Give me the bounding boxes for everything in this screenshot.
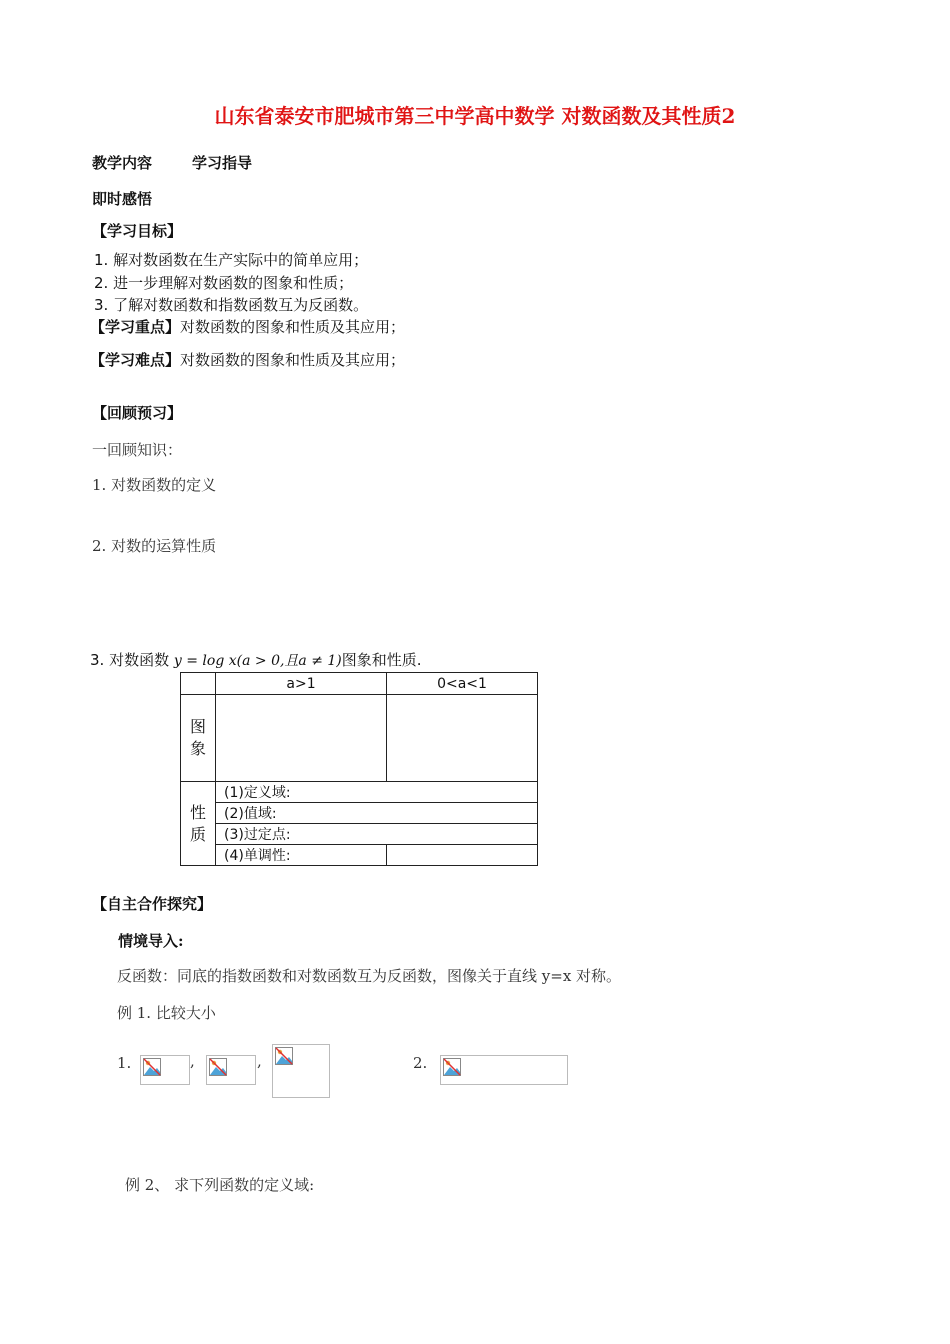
difficulty-label: 【学习难点】 xyxy=(90,351,181,369)
broken-image-icon xyxy=(143,1058,161,1076)
col-a-between-0-and-1: 0<a<1 xyxy=(387,673,538,695)
table-prop-row xyxy=(181,803,538,824)
image-cell-a-gt-1 xyxy=(216,695,387,782)
goal-item-2: 2. 进一步理解对数函数的图象和性质； xyxy=(94,274,354,292)
prop-fixed-point: (3)过定点: xyxy=(216,824,538,845)
inverse-function-text: 反函数：同底的指数函数和对数函数互为反函数，图像关于直线 y=x 对称。 xyxy=(117,967,622,985)
prop-range: (2)值域: xyxy=(216,803,538,824)
review-item-3 xyxy=(90,649,422,670)
comma-separator: , xyxy=(257,1052,262,1070)
difficulty-text: 对数函数的图象和性质及其应用； xyxy=(180,351,406,369)
formula-image-placeholder-3 xyxy=(272,1044,330,1098)
broken-image-icon xyxy=(443,1058,461,1076)
example-1-heading: 例 1. 比较大小 xyxy=(117,1004,216,1022)
document-title: 山东省泰安市肥城市第三中学高中数学 对数函数及其性质2 xyxy=(214,104,736,128)
log-formula: y = log x(a > 0,且a ≠ 1) xyxy=(173,653,342,669)
image-cell-a-lt-1 xyxy=(387,695,538,782)
formula-image-placeholder-1 xyxy=(140,1055,190,1085)
goals-heading: 【学习目标】 xyxy=(92,222,183,240)
key-point-text: 对数函数的图象和性质及其应用； xyxy=(180,318,406,336)
review-heading: 【回顾预习】 xyxy=(92,404,183,422)
log-function-property-table xyxy=(180,672,538,866)
broken-image-icon xyxy=(275,1047,293,1065)
explore-heading: 【自主合作探究】 xyxy=(92,895,213,913)
example-1-number-1: 1. xyxy=(117,1054,132,1072)
example-1-number-2: 2. xyxy=(413,1054,428,1072)
table-image-row xyxy=(181,695,538,782)
table-prop-row xyxy=(181,845,538,866)
table-corner-cell xyxy=(181,673,216,695)
review-item-1: 1. 对数函数的定义 xyxy=(92,476,217,494)
header-study-guide: 学习指导 xyxy=(192,154,253,172)
row-label-props: 性 质 xyxy=(181,782,216,866)
prop-monotonicity: (4)单调性: xyxy=(216,845,387,866)
formula-image-placeholder-4 xyxy=(440,1055,568,1085)
table-prop-row xyxy=(181,782,538,803)
goal-item-1: 1. 解对数函数在生产实际中的简单应用； xyxy=(94,251,369,269)
table-prop-row xyxy=(181,824,538,845)
header-teaching-content: 教学内容 xyxy=(92,154,153,172)
goal-item-3: 3. 了解对数函数和指数函数互为反函数。 xyxy=(94,296,369,314)
review-item-2: 2. 对数的运算性质 xyxy=(92,537,217,555)
table-header-row xyxy=(181,673,538,695)
review-item-3-suffix: 图象和性质. xyxy=(341,651,422,669)
scenario-label: 情境导入: xyxy=(118,932,184,950)
example-2-heading: 例 2、 求下列函数的定义域: xyxy=(125,1176,315,1194)
prop-domain: (1)定义域: xyxy=(216,782,538,803)
row-label-image: 图 象 xyxy=(181,695,216,782)
col-a-greater-than-1: a>1 xyxy=(216,673,387,695)
review-item-3-prefix: 3. 对数函数 xyxy=(90,651,170,669)
key-point-line xyxy=(90,316,405,337)
broken-image-icon xyxy=(209,1058,227,1076)
formula-image-placeholder-2 xyxy=(206,1055,256,1085)
prop-monotonicity-lt-1 xyxy=(387,845,538,866)
instant-insight-label: 即时感悟 xyxy=(92,190,153,208)
review-intro: 一回顾知识： xyxy=(92,441,183,459)
difficulty-line xyxy=(90,349,405,370)
comma-separator: , xyxy=(190,1052,195,1070)
key-point-label: 【学习重点】 xyxy=(90,318,181,336)
